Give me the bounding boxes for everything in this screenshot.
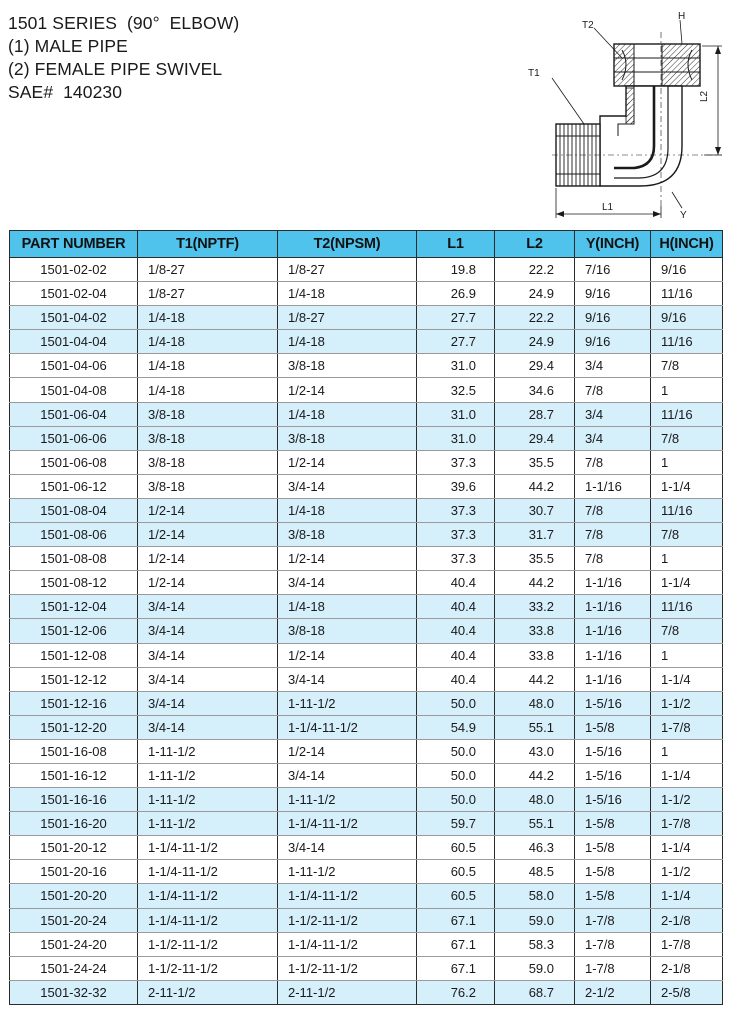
cell-y: 1-5/16: [575, 763, 651, 787]
cell-y: 1-5/16: [575, 691, 651, 715]
cell-h: 1-1/4: [651, 763, 723, 787]
cell-t1: 3/8-18: [138, 450, 278, 474]
cell-part-number: 1501-20-24: [10, 908, 138, 932]
cell-y: 9/16: [575, 306, 651, 330]
cell-y: 1-1/16: [575, 619, 651, 643]
cell-y: 1-1/16: [575, 474, 651, 498]
table-row: [10, 788, 723, 812]
cell-l1: 37.3: [417, 547, 495, 571]
cell-y: 3/4: [575, 354, 651, 378]
cell-y: 2-1/2: [575, 980, 651, 1004]
cell-y: 1-5/8: [575, 836, 651, 860]
cell-part-number: 1501-02-04: [10, 282, 138, 306]
table-row: [10, 258, 723, 282]
cell-part-number: 1501-12-16: [10, 691, 138, 715]
cell-h: 1: [651, 739, 723, 763]
cell-y: 7/8: [575, 498, 651, 522]
cell-h: 1-1/4: [651, 474, 723, 498]
cell-l1: 27.7: [417, 330, 495, 354]
cell-t1: 3/8-18: [138, 402, 278, 426]
cell-t2: 1/2-14: [278, 643, 417, 667]
cell-h: 7/8: [651, 426, 723, 450]
cell-part-number: 1501-06-06: [10, 426, 138, 450]
cell-y: 1-5/8: [575, 715, 651, 739]
cell-l2: 34.6: [495, 378, 575, 402]
cell-t1: 3/8-18: [138, 474, 278, 498]
cell-h: 11/16: [651, 282, 723, 306]
table-row: [10, 932, 723, 956]
cell-l1: 59.7: [417, 812, 495, 836]
cell-t1: 1/8-27: [138, 258, 278, 282]
label-l2: L2: [699, 90, 710, 102]
cell-part-number: 1501-20-12: [10, 836, 138, 860]
cell-l1: 40.4: [417, 643, 495, 667]
cell-part-number: 1501-06-12: [10, 474, 138, 498]
table-row: [10, 956, 723, 980]
cell-part-number: 1501-02-02: [10, 258, 138, 282]
table-header-row: [10, 231, 723, 258]
series-title: 1501 SERIES (90° ELBOW): [8, 13, 240, 33]
cell-y: 9/16: [575, 282, 651, 306]
cell-l1: 54.9: [417, 715, 495, 739]
cell-l2: 33.8: [495, 643, 575, 667]
cell-t1: 1-1/2-11-1/2: [138, 932, 278, 956]
cell-l1: 60.5: [417, 884, 495, 908]
cell-l2: 35.5: [495, 450, 575, 474]
cell-y: 1-1/16: [575, 667, 651, 691]
column-header-t2: T2(NPSM): [278, 231, 417, 258]
cell-part-number: 1501-04-08: [10, 378, 138, 402]
cell-t1: 2-11-1/2: [138, 980, 278, 1004]
cell-y: 7/8: [575, 523, 651, 547]
cell-t2: 1-11-1/2: [278, 788, 417, 812]
cell-t2: 1/4-18: [278, 498, 417, 522]
cell-part-number: 1501-16-16: [10, 788, 138, 812]
cell-l1: 60.5: [417, 860, 495, 884]
cell-t2: 1/8-27: [278, 306, 417, 330]
cell-t2: 1-1/2-11-1/2: [278, 908, 417, 932]
cell-l1: 19.8: [417, 258, 495, 282]
cell-t2: 1/2-14: [278, 378, 417, 402]
cell-h: 1-7/8: [651, 715, 723, 739]
cell-part-number: 1501-04-06: [10, 354, 138, 378]
cell-y: 1-7/8: [575, 908, 651, 932]
cell-l1: 37.3: [417, 498, 495, 522]
table-row: [10, 812, 723, 836]
cell-t2: 3/4-14: [278, 667, 417, 691]
cell-l2: 55.1: [495, 812, 575, 836]
cell-part-number: 1501-16-20: [10, 812, 138, 836]
cell-part-number: 1501-16-08: [10, 739, 138, 763]
cell-t2: 1/2-14: [278, 739, 417, 763]
cell-t1: 3/4-14: [138, 643, 278, 667]
cell-l2: 22.2: [495, 258, 575, 282]
table-row: [10, 836, 723, 860]
cell-l1: 50.0: [417, 739, 495, 763]
cell-l1: 31.0: [417, 426, 495, 450]
cell-h: 7/8: [651, 523, 723, 547]
cell-t1: 3/4-14: [138, 595, 278, 619]
cell-l2: 28.7: [495, 402, 575, 426]
sae-number: SAE# 140230: [8, 82, 123, 102]
cell-h: 11/16: [651, 498, 723, 522]
cell-h: 9/16: [651, 258, 723, 282]
cell-l1: 50.0: [417, 788, 495, 812]
cell-t1: 1/4-18: [138, 354, 278, 378]
cell-l2: 29.4: [495, 426, 575, 450]
cell-t1: 1/2-14: [138, 498, 278, 522]
cell-part-number: 1501-12-12: [10, 667, 138, 691]
cell-l2: 44.2: [495, 763, 575, 787]
cell-h: 11/16: [651, 402, 723, 426]
cell-h: 1-1/4: [651, 667, 723, 691]
cell-t2: 1/8-27: [278, 258, 417, 282]
cell-h: 1-1/4: [651, 884, 723, 908]
cell-t2: 2-11-1/2: [278, 980, 417, 1004]
cell-part-number: 1501-08-06: [10, 523, 138, 547]
cell-t1: 1/2-14: [138, 523, 278, 547]
cell-t1: 1-11-1/2: [138, 763, 278, 787]
cell-y: 7/16: [575, 258, 651, 282]
cell-t2: 1-1/4-11-1/2: [278, 932, 417, 956]
column-header-h: H(INCH): [651, 231, 723, 258]
cell-part-number: 1501-04-04: [10, 330, 138, 354]
cell-h: 7/8: [651, 354, 723, 378]
cell-l2: 44.2: [495, 667, 575, 691]
cell-l2: 58.3: [495, 932, 575, 956]
cell-y: 1-5/16: [575, 788, 651, 812]
end-2-description: (2) FEMALE PIPE SWIVEL: [8, 59, 223, 79]
cell-l2: 55.1: [495, 715, 575, 739]
column-header-t1: T1(NPTF): [138, 231, 278, 258]
label-t2: T2: [582, 20, 594, 31]
cell-t1: 1/2-14: [138, 547, 278, 571]
table-row: [10, 667, 723, 691]
cell-y: 1-5/8: [575, 860, 651, 884]
cell-t2: 1-1/4-11-1/2: [278, 812, 417, 836]
cell-t2: 3/4-14: [278, 836, 417, 860]
cell-t2: 3/8-18: [278, 523, 417, 547]
table-row: [10, 908, 723, 932]
cell-h: 2-1/8: [651, 956, 723, 980]
table-row: [10, 547, 723, 571]
cell-l1: 40.4: [417, 595, 495, 619]
cell-l2: 59.0: [495, 956, 575, 980]
cell-l2: 24.9: [495, 282, 575, 306]
table-row: [10, 619, 723, 643]
cell-t1: 1/2-14: [138, 571, 278, 595]
table-row: [10, 498, 723, 522]
cell-l2: 33.2: [495, 595, 575, 619]
cell-t1: 1-11-1/2: [138, 812, 278, 836]
cell-l2: 22.2: [495, 306, 575, 330]
cell-l2: 30.7: [495, 498, 575, 522]
cell-t1: 1-1/2-11-1/2: [138, 956, 278, 980]
cell-l2: 48.5: [495, 860, 575, 884]
table-row: [10, 474, 723, 498]
label-h: H: [678, 11, 686, 22]
cell-y: 1-5/8: [575, 812, 651, 836]
cell-y: 1-5/8: [575, 884, 651, 908]
cell-h: 1-1/4: [651, 836, 723, 860]
cell-h: 1: [651, 450, 723, 474]
cell-l2: 68.7: [495, 980, 575, 1004]
cell-l1: 39.6: [417, 474, 495, 498]
cell-y: 1-7/8: [575, 932, 651, 956]
cell-t1: 1-1/4-11-1/2: [138, 836, 278, 860]
cell-h: 11/16: [651, 330, 723, 354]
cell-y: 1-1/16: [575, 643, 651, 667]
cell-y: 3/4: [575, 426, 651, 450]
table-row: [10, 595, 723, 619]
cell-t1: 3/4-14: [138, 619, 278, 643]
cell-h: 1: [651, 378, 723, 402]
cell-part-number: 1501-08-12: [10, 571, 138, 595]
cell-l2: 59.0: [495, 908, 575, 932]
cell-t1: 1-1/4-11-1/2: [138, 860, 278, 884]
cell-part-number: 1501-20-20: [10, 884, 138, 908]
cell-part-number: 1501-06-08: [10, 450, 138, 474]
table-row: [10, 860, 723, 884]
cell-l1: 40.4: [417, 571, 495, 595]
cell-t2: 1-1/2-11-1/2: [278, 956, 417, 980]
cell-part-number: 1501-12-04: [10, 595, 138, 619]
cell-h: 11/16: [651, 595, 723, 619]
table-row: [10, 450, 723, 474]
cell-l1: 67.1: [417, 908, 495, 932]
cell-t2: 1-11-1/2: [278, 691, 417, 715]
cell-l1: 67.1: [417, 932, 495, 956]
cell-h: 1-1/2: [651, 860, 723, 884]
table-row: [10, 330, 723, 354]
cell-l1: 26.9: [417, 282, 495, 306]
cell-t1: 1/8-27: [138, 282, 278, 306]
cell-l2: 58.0: [495, 884, 575, 908]
cell-l1: 76.2: [417, 980, 495, 1004]
cell-part-number: 1501-06-04: [10, 402, 138, 426]
cell-y: 7/8: [575, 378, 651, 402]
table-row: [10, 691, 723, 715]
column-header-part-number: PART NUMBER: [10, 231, 138, 258]
table-row: [10, 426, 723, 450]
cell-l1: 31.0: [417, 354, 495, 378]
cell-t1: 1/4-18: [138, 378, 278, 402]
cell-l2: 48.0: [495, 788, 575, 812]
cell-t1: 3/4-14: [138, 667, 278, 691]
cell-l1: 27.7: [417, 306, 495, 330]
cell-t2: 1-1/4-11-1/2: [278, 884, 417, 908]
cell-t1: 1/4-18: [138, 306, 278, 330]
elbow-fitting-drawing: [522, 6, 727, 224]
table-row: [10, 378, 723, 402]
cell-l1: 67.1: [417, 956, 495, 980]
cell-t2: 3/4-14: [278, 474, 417, 498]
cell-l1: 60.5: [417, 836, 495, 860]
cell-h: 9/16: [651, 306, 723, 330]
column-header-l1: L1: [417, 231, 495, 258]
label-y: Y: [680, 210, 687, 221]
cell-h: 1: [651, 547, 723, 571]
cell-t2: 1/4-18: [278, 402, 417, 426]
cell-y: 7/8: [575, 450, 651, 474]
cell-l2: 31.7: [495, 523, 575, 547]
cell-y: 1-5/16: [575, 739, 651, 763]
cell-t2: 1/2-14: [278, 450, 417, 474]
label-l1: L1: [602, 202, 614, 213]
cell-l1: 37.3: [417, 523, 495, 547]
cell-l1: 32.5: [417, 378, 495, 402]
cell-t1: 1-1/4-11-1/2: [138, 884, 278, 908]
cell-l2: 29.4: [495, 354, 575, 378]
cell-h: 1: [651, 643, 723, 667]
cell-t1: 1-11-1/2: [138, 739, 278, 763]
table-row: [10, 980, 723, 1004]
table-row: [10, 306, 723, 330]
cell-part-number: 1501-16-12: [10, 763, 138, 787]
cell-l2: 35.5: [495, 547, 575, 571]
cell-l1: 40.4: [417, 619, 495, 643]
cell-h: 1-1/4: [651, 571, 723, 595]
cell-t1: 1/4-18: [138, 330, 278, 354]
cell-h: 2-5/8: [651, 980, 723, 1004]
table-row: [10, 402, 723, 426]
cell-h: 7/8: [651, 619, 723, 643]
table-row: [10, 739, 723, 763]
cell-l1: 50.0: [417, 691, 495, 715]
cell-t1: 3/4-14: [138, 691, 278, 715]
table-row: [10, 571, 723, 595]
table-row: [10, 282, 723, 306]
cell-t2: 1/4-18: [278, 282, 417, 306]
cell-y: 1-1/16: [575, 571, 651, 595]
table-body: [10, 258, 723, 1005]
cell-l2: 46.3: [495, 836, 575, 860]
cell-l2: 33.8: [495, 619, 575, 643]
cell-h: 2-1/8: [651, 908, 723, 932]
cell-t1: 1-1/4-11-1/2: [138, 908, 278, 932]
table-row: [10, 523, 723, 547]
cell-t2: 1/4-18: [278, 330, 417, 354]
cell-y: 9/16: [575, 330, 651, 354]
cell-part-number: 1501-24-20: [10, 932, 138, 956]
cell-t2: 3/8-18: [278, 426, 417, 450]
cell-t2: 1/2-14: [278, 547, 417, 571]
table-row: [10, 763, 723, 787]
cell-y: 1-1/16: [575, 595, 651, 619]
cell-l2: 24.9: [495, 330, 575, 354]
specification-table: [9, 230, 723, 1005]
title-block: [8, 12, 239, 104]
cell-t1: 3/8-18: [138, 426, 278, 450]
cell-part-number: 1501-20-16: [10, 860, 138, 884]
cell-h: 1-7/8: [651, 932, 723, 956]
cell-l1: 31.0: [417, 402, 495, 426]
table-row: [10, 643, 723, 667]
cell-t2: 1/4-18: [278, 595, 417, 619]
cell-part-number: 1501-12-08: [10, 643, 138, 667]
column-header-l2: L2: [495, 231, 575, 258]
cell-l1: 37.3: [417, 450, 495, 474]
cell-y: 1-7/8: [575, 956, 651, 980]
cell-y: 7/8: [575, 547, 651, 571]
table-row: [10, 884, 723, 908]
cell-l1: 40.4: [417, 667, 495, 691]
cell-l2: 44.2: [495, 474, 575, 498]
cell-l2: 44.2: [495, 571, 575, 595]
cell-part-number: 1501-08-08: [10, 547, 138, 571]
column-header-y: Y(INCH): [575, 231, 651, 258]
cell-y: 3/4: [575, 402, 651, 426]
cell-t2: 3/4-14: [278, 571, 417, 595]
cell-t2: 3/8-18: [278, 354, 417, 378]
cell-part-number: 1501-32-32: [10, 980, 138, 1004]
cell-l2: 43.0: [495, 739, 575, 763]
cell-h: 1-1/2: [651, 691, 723, 715]
cell-l1: 50.0: [417, 763, 495, 787]
cell-t2: 3/4-14: [278, 763, 417, 787]
cell-part-number: 1501-04-02: [10, 306, 138, 330]
cell-part-number: 1501-12-20: [10, 715, 138, 739]
cell-h: 1-7/8: [651, 812, 723, 836]
end-1-description: (1) MALE PIPE: [8, 36, 128, 56]
cell-t2: 3/8-18: [278, 619, 417, 643]
label-t1: T1: [528, 68, 540, 79]
cell-t1: 1-11-1/2: [138, 788, 278, 812]
cell-t1: 3/4-14: [138, 715, 278, 739]
cell-part-number: 1501-12-06: [10, 619, 138, 643]
cell-h: 1-1/2: [651, 788, 723, 812]
cell-part-number: 1501-24-24: [10, 956, 138, 980]
cell-part-number: 1501-08-04: [10, 498, 138, 522]
cell-t2: 1-1/4-11-1/2: [278, 715, 417, 739]
cell-t2: 1-11-1/2: [278, 860, 417, 884]
table-row: [10, 715, 723, 739]
cell-l2: 48.0: [495, 691, 575, 715]
table-row: [10, 354, 723, 378]
